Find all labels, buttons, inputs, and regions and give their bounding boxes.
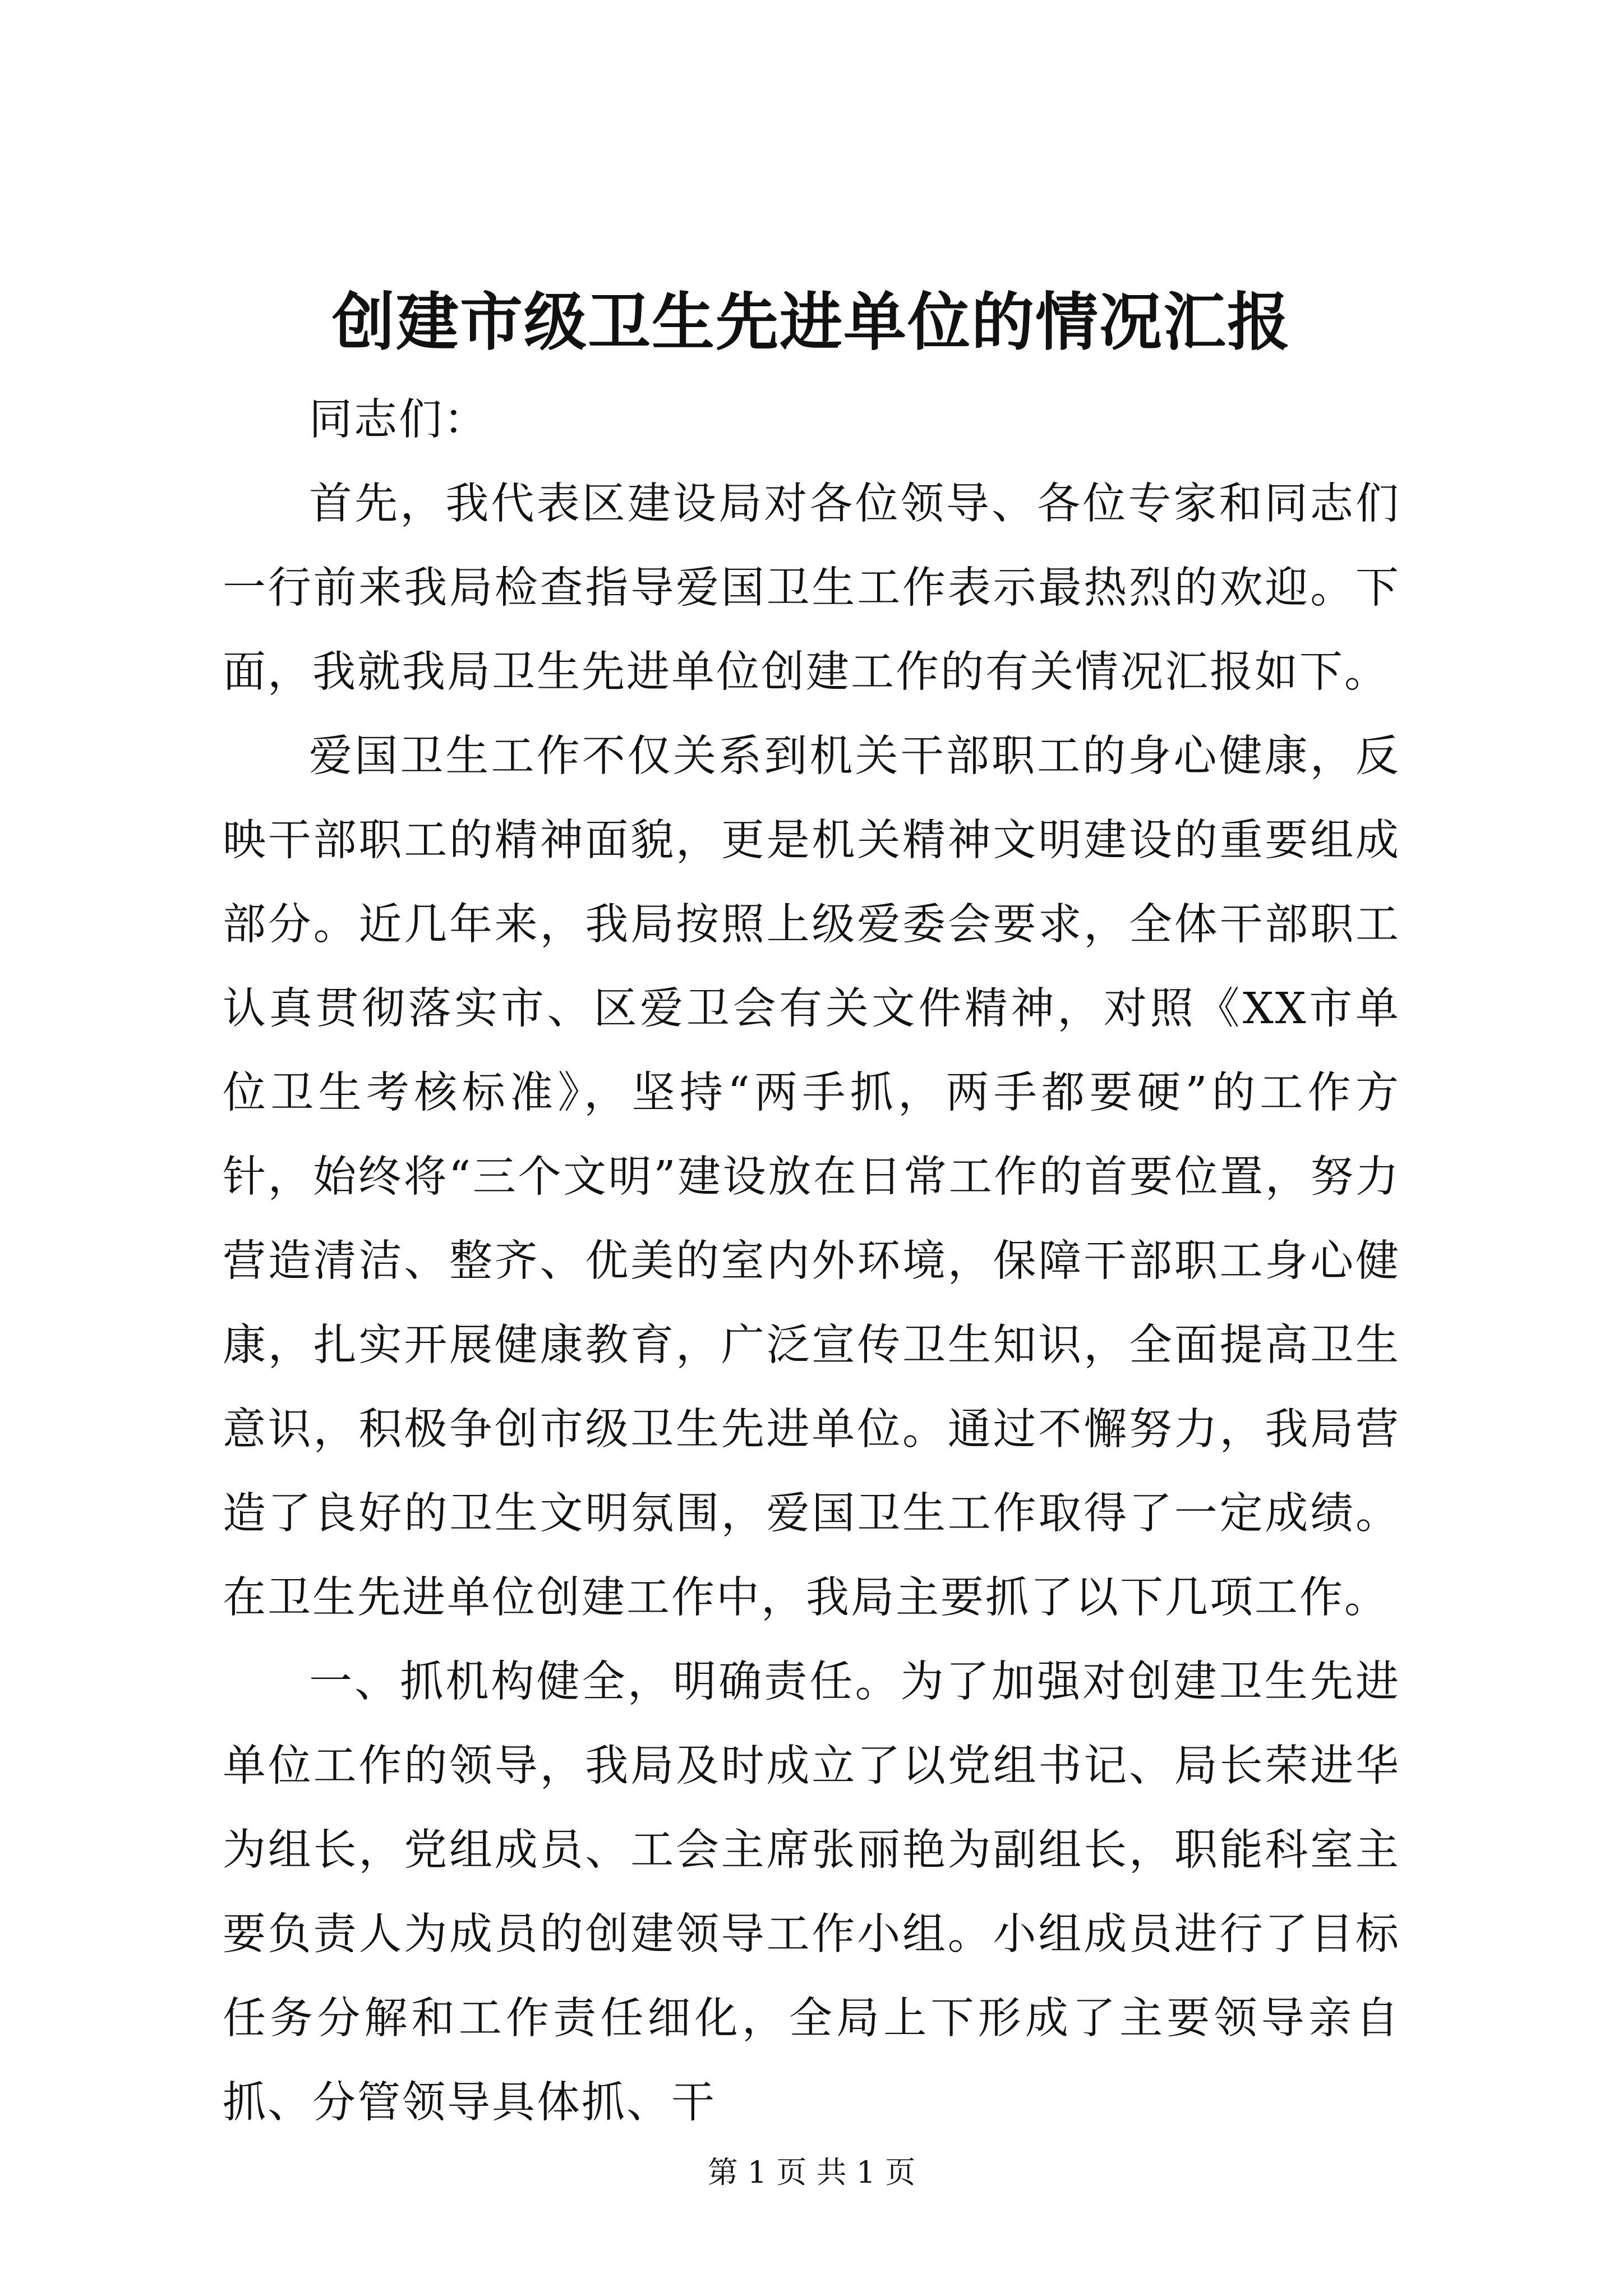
paragraph-section-one: 一、抓机构健全，明确责任。为了加强对创建卫生先进单位工作的领导，我局及时成立了以党组书记、局长荣进华为组长，党组成员、工会主席张丽艳为副组长，职能科室主要负责人为成员的创建领导工作小组。小组成员进行了目标任务分解和工作责任细化，全局上下形成了主要领导亲自抓、分管领导具体抓、干 (223, 1657, 1400, 2128)
paragraph-overview: 爱国卫生工作不仅关系到机关干部职工的身心健康，反映干部职工的精神面貌，更是机关精神文明建设的重要组成部分。近几年来，我局按照上级爱委会要求，全体干部职工认真贯彻落实市、区爱卫会有关文件精神，对照《XX市单位卫生考核标准》，坚持“两手抓，两手都要硬”的工作方针，始终将“三个文明”建设放在日常工作的首要位置，努力营造清洁、整齐、优美的室内外环境，保障干部职工身心健康，扎实开展健康教育，广泛宣传卫生知识，全面提高卫生意识，积极争创市级卫生先进单位。通过不懈努力，我局营造了良好的卫生文明氛围，爱国卫生工作取得了一定成绩。在卫生先进单位创建工作中，我局主要抓了以下几项工作。 (223, 731, 1400, 1623)
page-footer: 第 1 页 共 1 页 (707, 2155, 916, 2190)
paragraph-intro: 首先，我代表区建设局对各位领导、各位专家和同志们一行前来我局检查指导爱国卫生工作表示最热烈的欢迎。下面，我就我局卫生先进单位创建工作的有关情况汇报如下。 (223, 479, 1400, 697)
document-title: 创建市级卫生先进单位的情况汇报 (332, 286, 1291, 359)
document-body (223, 378, 1400, 2145)
salutation: 同志们： (309, 395, 488, 445)
